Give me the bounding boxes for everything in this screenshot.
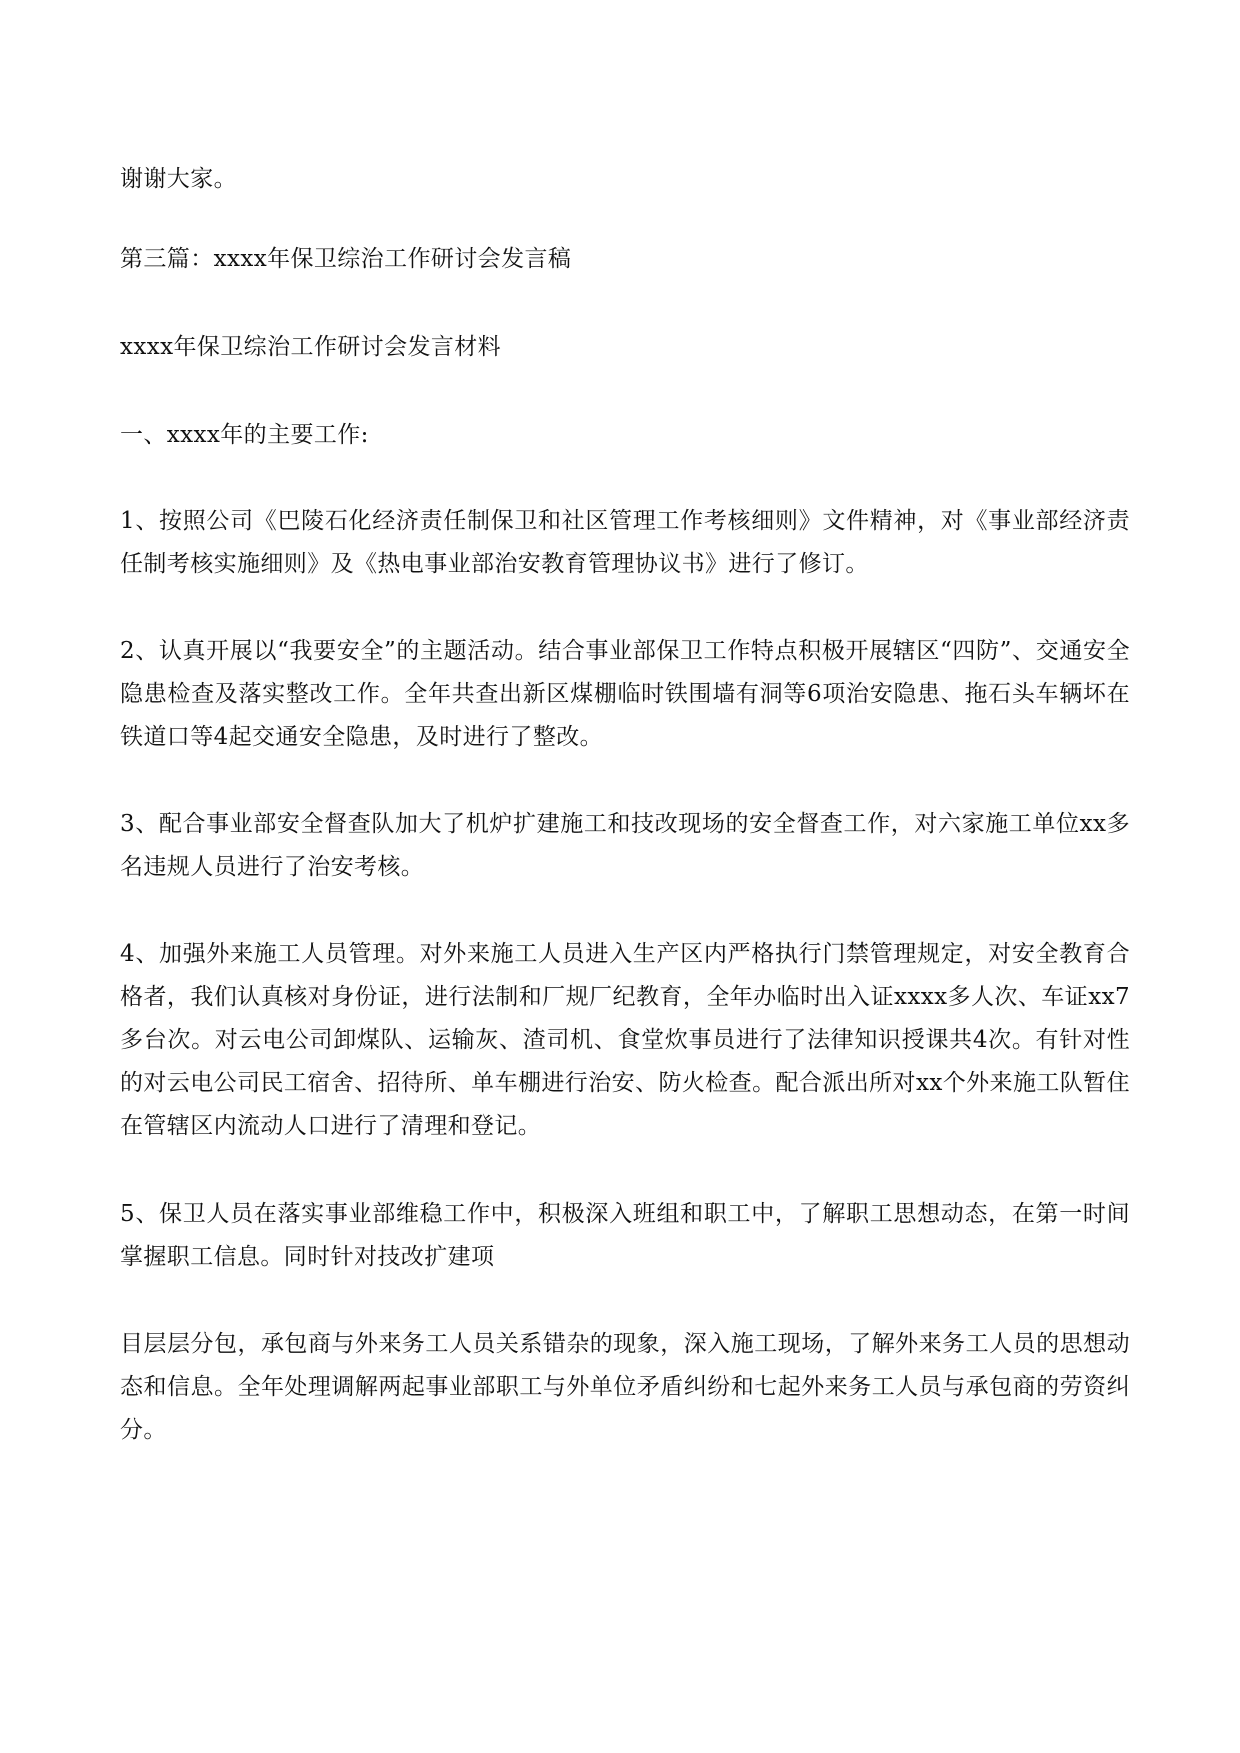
paragraph-item-4: 4、加强外来施工人员管理。对外来施工人员进入生产区内严格执行门禁管理规定，对安全教育合格者，我们认真核对身份证，进行法制和厂规厂纪教育，全年办临时出入证xxxx多人次、车证xx7多台次。对云电公司卸煤队、运输灰、渣司机、食堂炊事员进行了法律知识授课共4次。有针对性的对云电公司民工宿舍、招待所、单车棚进行治安、防火检查。配合派出所对xx个外来施工队暂住在管辖区内流动人口进行了清理和登记。 — [120, 941, 1130, 1139]
section-title: 第三篇：xxxx年保卫综治工作研讨会发言稿 — [120, 246, 572, 272]
closing-thanks: 谢谢大家。 — [120, 166, 237, 192]
document-subtitle: xxxx年保卫综治工作研讨会发言材料 — [120, 334, 502, 360]
paragraph-item-1: 1、按照公司《巴陵石化经济责任制保卫和社区管理工作考核细则》文件精神，对《事业部经济责任制考核实施细则》及《热电事业部治安教育管理协议书》进行了修订。 — [120, 508, 1130, 577]
heading-main-work: 一、xxxx年的主要工作: — [120, 422, 369, 448]
paragraph-item-5-continued: 目层层分包，承包商与外来务工人员关系错杂的现象，深入施工现场，了解外来务工人员的思想动态和信息。全年处理调解两起事业部职工与外单位矛盾纠纷和七起外来务工人员与承包商的劳资纠分。 — [120, 1331, 1130, 1443]
paragraph-item-5: 5、保卫人员在落实事业部维稳工作中，积极深入班组和职工中，了解职工思想动态，在第一时间掌握职工信息。同时针对技改扩建项 — [120, 1201, 1130, 1270]
paragraph-item-3: 3、配合事业部安全督查队加大了机炉扩建施工和技改现场的安全督查工作，对六家施工单位xx多名违规人员进行了治安考核。 — [120, 811, 1130, 880]
paragraph-item-2: 2、认真开展以“我要安全”的主题活动。结合事业部保卫工作特点积极开展辖区“四防”、交通安全隐患检查及落实整改工作。全年共查出新区煤棚临时铁围墙有洞等6项治安隐患、拖石头车辆坏在铁道口等4起交通安全隐患，及时进行了整改。 — [120, 638, 1130, 750]
